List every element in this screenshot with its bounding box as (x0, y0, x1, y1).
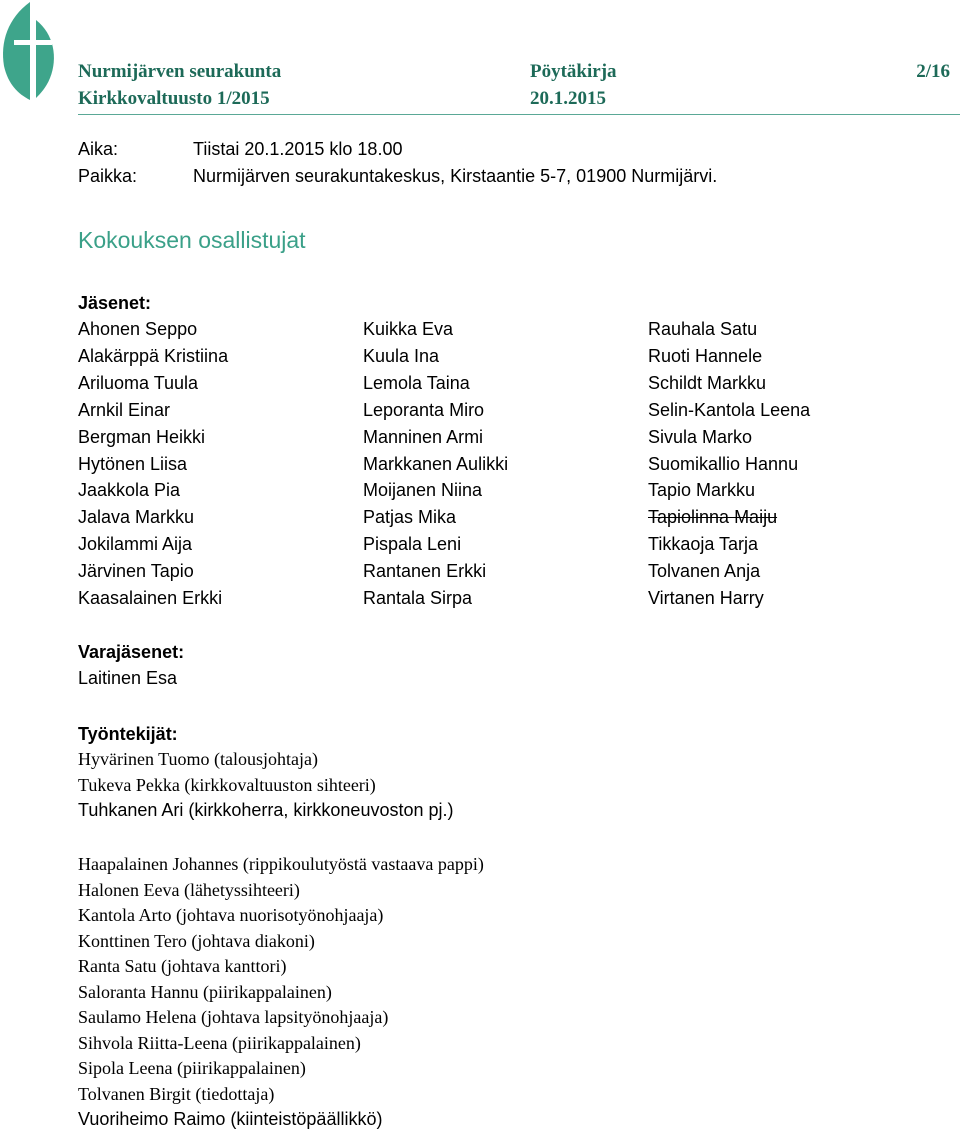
staff-line: Ranta Satu (johtava kanttori) (78, 956, 287, 976)
member-name: Pispala Leni (363, 534, 462, 555)
time-row (78, 136, 717, 163)
place-label: Paikka: (78, 166, 138, 186)
member-name: Hytönen Liisa (78, 453, 188, 474)
member-name: Bergman Heikki (78, 426, 206, 447)
org-name: Nurmijärven seurakunta (78, 61, 282, 82)
member-name: Leporanta Miro (363, 399, 485, 420)
members-section (78, 290, 810, 612)
place-value: Nurmijärven seurakuntakeskus, Kirstaantie 5-7, 01900 Nurmijärvi. (193, 166, 718, 186)
staff-line: Saulamo Helena (johtava lapsityönohjaaja) (78, 1007, 389, 1027)
deputies-title: Varajäsenet: (78, 642, 185, 662)
member-name: Ariluoma Tuula (78, 372, 199, 393)
time-value: Tiistai 20.1.2015 klo 18.00 (193, 139, 403, 159)
member-name-struck: Tapiolinna Maiju (648, 507, 778, 528)
staff-line: Halonen Eeva (lähetyssihteeri) (78, 879, 300, 900)
doc-type: Pöytäkirja (530, 61, 617, 82)
member-name: Jalava Markku (78, 507, 195, 528)
cross-leaf-logo-icon (0, 0, 58, 102)
member-name: Lemola Taina (363, 372, 470, 393)
employee-line: Tukeva Pekka (kirkkovaltuuston sihteeri) (78, 774, 376, 795)
member-name: Jaakkola Pia (78, 480, 181, 501)
member-name: Kuula Ina (363, 345, 440, 366)
staff-line: Sihvola Riitta-Leena (piirikappalainen) (78, 1032, 361, 1053)
page-number: 2/16 (916, 61, 950, 82)
member-name: Manninen Armi (363, 426, 484, 447)
members-title: Jäsenet: (78, 293, 152, 313)
meeting-info (78, 136, 717, 190)
document-header-middle (530, 58, 617, 112)
staff-line: Konttinen Tero (johtava diakoni) (78, 930, 315, 951)
member-name: Schildt Markku (648, 372, 767, 393)
section-heading: Kokouksen osallistujat (78, 227, 306, 253)
member-name: Sivula Marko (648, 426, 753, 447)
employees-title: Työntekijät: (78, 724, 178, 744)
member-name: Jokilammi Aija (78, 534, 193, 555)
member-name: Tikkaoja Tarja (648, 534, 759, 555)
member-name: Ahonen Seppo (78, 319, 198, 339)
member-name: Moijanen Niina (363, 480, 483, 501)
member-name: Järvinen Tapio (78, 561, 194, 582)
member-name: Tolvanen Anja (648, 561, 761, 582)
staff-line: Saloranta Hannu (piirikappalainen) (78, 981, 332, 1002)
member-name: Kaasalainen Erkki (78, 588, 223, 609)
member-name: Markkanen Aulikki (363, 453, 509, 474)
time-label: Aika: (78, 139, 119, 159)
body-name: Kirkkovaltuusto 1/2015 (78, 88, 270, 109)
member-name: Alakärppä Kristiina (78, 345, 229, 366)
doc-date: 20.1.2015 (530, 88, 606, 109)
employee-line: Hyvärinen Tuomo (talousjohtaja) (78, 749, 318, 769)
member-name: Patjas Mika (363, 507, 457, 528)
place-row (78, 163, 717, 190)
member-name: Rantanen Erkki (363, 561, 487, 582)
employee-line: Tuhkanen Ari (kirkkoherra, kirkkoneuvoston pj.) (78, 800, 454, 820)
members-column-1 (78, 316, 363, 612)
staff-line: Sipola Leena (piirikappalainen) (78, 1058, 306, 1078)
deputy-name: Laitinen Esa (78, 668, 178, 688)
member-name: Ruoti Hannele (648, 345, 763, 366)
member-name: Rauhala Satu (648, 319, 758, 339)
document-header-left (78, 58, 281, 112)
staff-line: Kantola Arto (johtava nuorisotyönohjaaja) (78, 905, 384, 925)
member-name: Rantala Sirpa (363, 588, 473, 609)
member-name: Selin-Kantola Leena (648, 399, 811, 420)
staff-line: Haapalainen Johannes (rippikoulutyöstä vastaava pappi) (78, 854, 484, 874)
employees-section (78, 721, 454, 824)
member-name: Arnkil Einar (78, 399, 171, 420)
header-divider (78, 114, 960, 115)
staff-line: Vuoriheimo Raimo (kiinteistöpäällikkö) (78, 1109, 383, 1129)
member-name: Virtanen Harry (648, 588, 764, 609)
members-column-2 (363, 316, 648, 612)
members-column-3 (648, 316, 810, 612)
staff-list (78, 852, 484, 1133)
staff-line: Tolvanen Birgit (tiedottaja) (78, 1083, 275, 1104)
member-name: Suomikallio Hannu (648, 453, 799, 474)
deputies-section (78, 639, 184, 692)
member-name: Tapio Markku (648, 480, 756, 501)
member-name: Kuikka Eva (363, 319, 454, 339)
members-columns (78, 316, 810, 612)
